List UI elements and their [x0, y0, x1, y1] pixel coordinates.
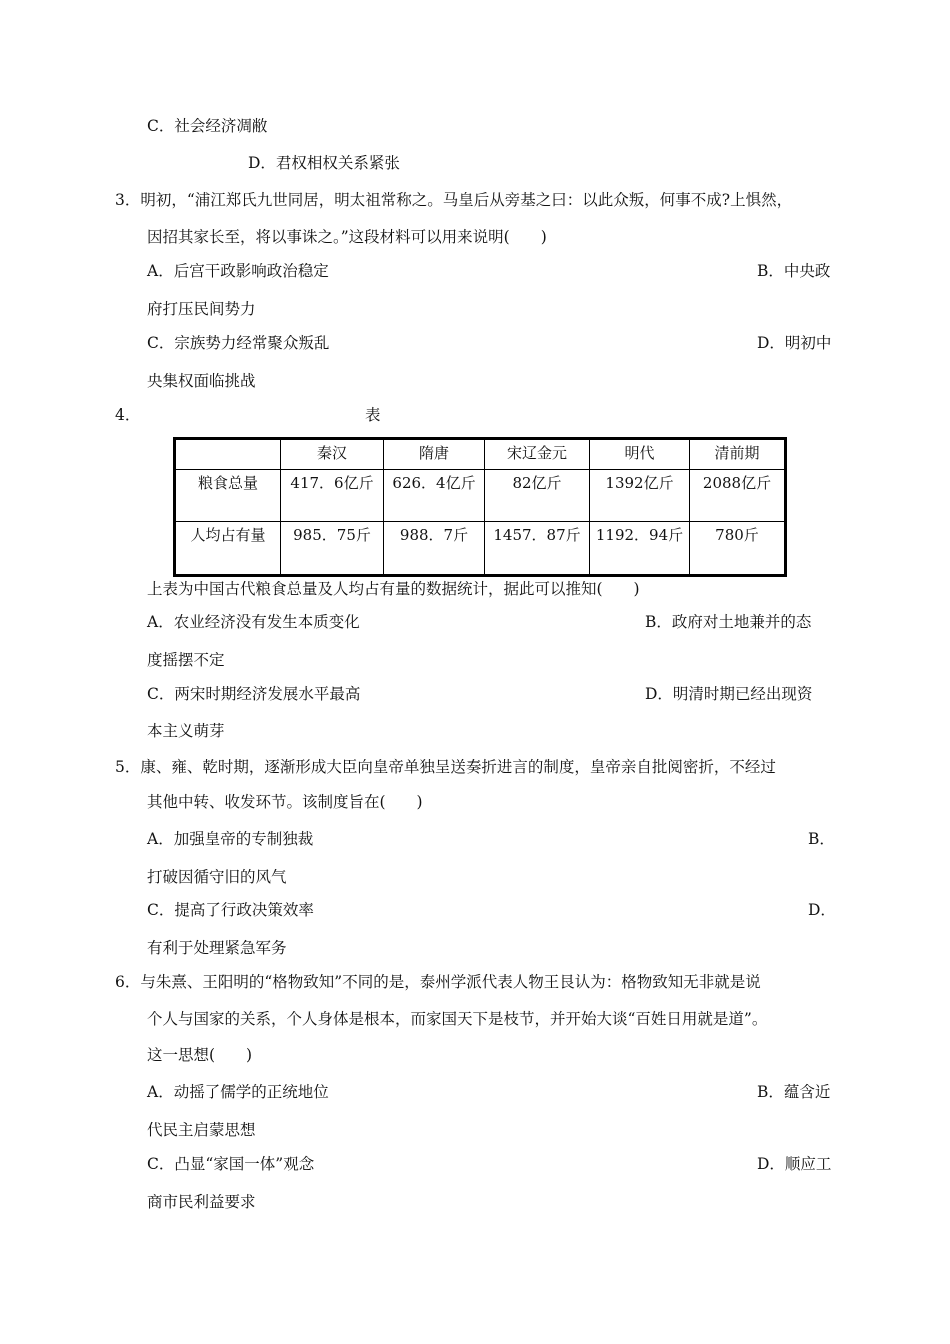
option-d-cont: 有利于处理紧急军务 [147, 939, 287, 957]
option-c: C．宗族势力经常聚众叛乱 [147, 334, 330, 352]
option-b-cont: 度摇摆不定 [147, 651, 225, 669]
data-table [173, 437, 787, 577]
option-d-cont: 本主义萌芽 [147, 722, 225, 740]
option-a: A．加强皇帝的专制独裁 [147, 830, 314, 848]
table-header [175, 439, 281, 470]
question-stem: 5．康、雍、乾时期，逐渐形成大臣向皇帝单独呈送奏折进言的制度，皇帝亲自批阅密折，不经过 [115, 758, 776, 776]
table-header: 秦汉 [281, 439, 384, 470]
table-cell: 417．6亿斤 [281, 470, 384, 522]
question-stem: 这一思想( ) [147, 1046, 253, 1064]
table-header: 隋唐 [384, 439, 485, 470]
option-d: D．明清时期已经出现资 [645, 685, 813, 703]
table-row [175, 470, 786, 522]
option-d: D．君权相权关系紧张 [248, 154, 400, 172]
option-b: B．中央政 [757, 262, 831, 280]
table-cell: 780斤 [690, 522, 786, 576]
table-cell: 1457．87斤 [485, 522, 590, 576]
option-a: A．动摇了儒学的正统地位 [147, 1083, 329, 1101]
table-header: 清前期 [690, 439, 786, 470]
table-cell: 粮食总量 [175, 470, 281, 522]
option-b: B．政府对土地兼并的态 [645, 613, 812, 631]
table-cell: 1392亿斤 [590, 470, 690, 522]
option-d-cont: 商市民利益要求 [147, 1193, 256, 1211]
question-stem: 6．与朱熹、王阳明的“格物致知”不同的是，泰州学派代表人物王艮认为：格物致知无非就是说 [115, 973, 761, 991]
table-cell: 985．75斤 [281, 522, 384, 576]
table-cell: 2088亿斤 [690, 470, 786, 522]
option-b-cont: 府打压民间势力 [147, 300, 256, 318]
question-stem: 因招其家长至，将以事诛之。”这段材料可以用来说明( ) [147, 228, 547, 246]
option-d: D． [808, 901, 836, 919]
table-cell: 人均占有量 [175, 522, 281, 576]
table-cell: 1192．94斤 [590, 522, 690, 576]
option-d-cont: 央集权面临挑战 [147, 372, 256, 390]
table-row [175, 522, 786, 576]
question-stem: 上表为中国古代粮食总量及人均占有量的数据统计，据此可以推知( ) [147, 580, 640, 598]
option-b-cont: 打破因循守旧的风气 [147, 868, 287, 886]
option-a: A．后宫干政影响政治稳定 [147, 262, 329, 280]
table-header: 明代 [590, 439, 690, 470]
option-b: B．蕴含近 [757, 1083, 831, 1101]
option-b-cont: 代民主启蒙思想 [147, 1121, 256, 1139]
option-c: C．凸显“家国一体”观念 [147, 1155, 315, 1173]
option-a: A．农业经济没有发生本质变化 [147, 613, 360, 631]
option-d: D．顺应工 [757, 1155, 832, 1173]
table-cell: 988．7斤 [384, 522, 485, 576]
question-stem: 3．明初，“浦江郑氏九世同居，明太祖常称之。马皇后从旁基之曰：以此众叛，何事不成?上惧然， [115, 191, 793, 209]
question-number: 4． [115, 406, 141, 424]
option-d: D．明初中 [757, 334, 832, 352]
table-cell: 82亿斤 [485, 470, 590, 522]
question-stem: 个人与国家的关系，个人身体是根本，而家国天下是枝节，并开始大谈“百姓日用就是道”。 [147, 1010, 768, 1028]
table-cell: 626．4亿斤 [384, 470, 485, 522]
table-header: 宋辽金元 [485, 439, 590, 470]
table-caption: 表 [365, 406, 381, 424]
option-c: C．社会经济凋敝 [147, 117, 268, 135]
question-stem: 其他中转、收发环节。该制度旨在( ) [147, 793, 423, 811]
option-b: B． [808, 830, 835, 848]
option-c: C．两宋时期经济发展水平最高 [147, 685, 361, 703]
option-c: C．提高了行政决策效率 [147, 901, 314, 919]
